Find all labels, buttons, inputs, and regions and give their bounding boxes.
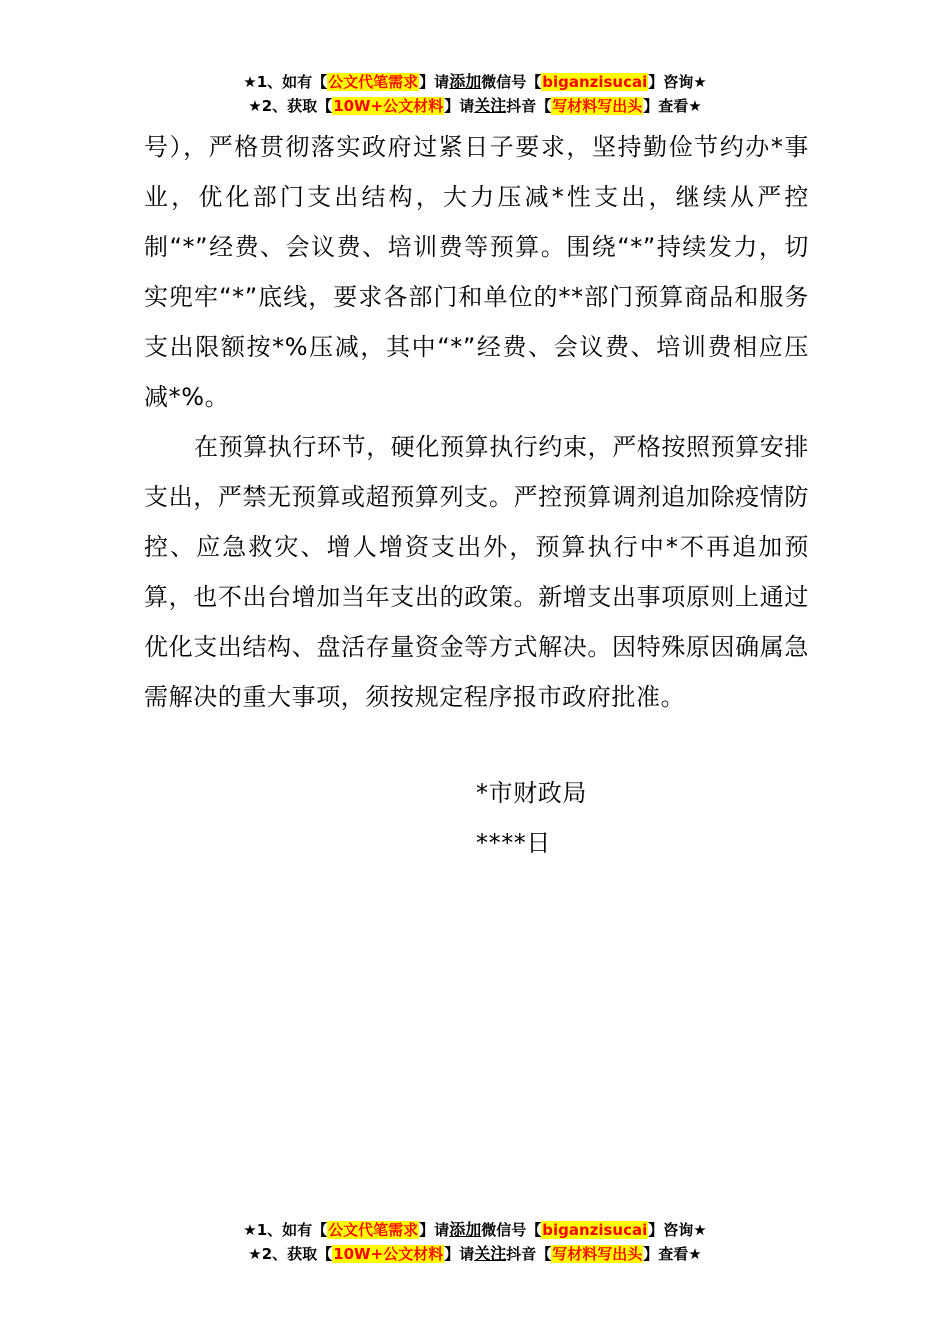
- banner-underlined: 关注: [474, 96, 507, 115]
- banner-line-2: [0, 1242, 950, 1266]
- bottom-banner: [0, 1218, 950, 1266]
- banner-highlight: biganzisucai: [542, 1221, 648, 1239]
- banner-text: 微信号【: [481, 1221, 542, 1239]
- banner-highlight: 公文代笔需求: [328, 73, 419, 91]
- banner-highlight: 公文代笔需求: [328, 1221, 419, 1239]
- banner-text: ★1、如有【: [243, 73, 328, 91]
- banner-text: 】请: [444, 97, 475, 115]
- banner-line-1: [0, 1218, 950, 1242]
- document-body: [144, 122, 809, 722]
- signature-date: ****日: [476, 829, 551, 857]
- banner-text: 】查看★: [643, 97, 702, 115]
- banner-text: 】咨询★: [648, 73, 707, 91]
- banner-highlight: 10W+公文材料: [333, 1245, 444, 1263]
- banner-text: ★2、获取【: [248, 1245, 333, 1263]
- banner-line-1: [0, 70, 950, 94]
- signature-block: [476, 768, 587, 868]
- banner-text: 】查看★: [643, 1245, 702, 1263]
- banner-highlight: 写材料写出头: [552, 97, 643, 115]
- banner-underlined: 添加: [449, 1220, 482, 1239]
- banner-text: ★1、如有【: [243, 1221, 328, 1239]
- body-paragraph-2: 在预算执行环节，硬化预算执行约束，严格按照预算安排支出，严禁无预算或超预算列支。严控预算调剂追加除疫情防控、应急救灾、增人增资支出外，预算执行中*不再追加预算，也不出台增加当年支出的政策。新增支出事项原则上通过优化支出结构、盘活存量资金等方式解决。因特殊原因确属急需解决的重大事项，须按规定程序报市政府批准。: [144, 433, 809, 711]
- banner-highlight: 10W+公文材料: [333, 97, 444, 115]
- banner-text: 】请: [444, 1245, 475, 1263]
- banner-text: 】咨询★: [648, 1221, 707, 1239]
- body-paragraph-1: 号），严格贯彻落实政府过紧日子要求，坚持勤俭节约办*事业，优化部门支出结构，大力压减*性支出，继续从严控制“*”经费、会议费、培训费等预算。围绕“*”持续发力，切实兜牢“*”底线，要求各部门和单位的**部门预算商品和服务支出限额按*%压减，其中“*”经费、会议费、培训费相应压减*%。: [144, 133, 809, 411]
- banner-line-2: [0, 94, 950, 118]
- banner-text: 微信号【: [481, 73, 542, 91]
- top-banner: [0, 70, 950, 118]
- banner-text: ★2、获取【: [248, 97, 333, 115]
- banner-text: 】请: [419, 1221, 450, 1239]
- banner-text: 抖音【: [506, 97, 552, 115]
- banner-highlight: biganzisucai: [542, 73, 648, 91]
- banner-text: 】请: [419, 73, 450, 91]
- signature-org: *市财政局: [476, 779, 587, 807]
- banner-underlined: 添加: [449, 72, 482, 91]
- banner-text: 抖音【: [506, 1245, 552, 1263]
- banner-highlight: 写材料写出头: [552, 1245, 643, 1263]
- banner-underlined: 关注: [474, 1244, 507, 1263]
